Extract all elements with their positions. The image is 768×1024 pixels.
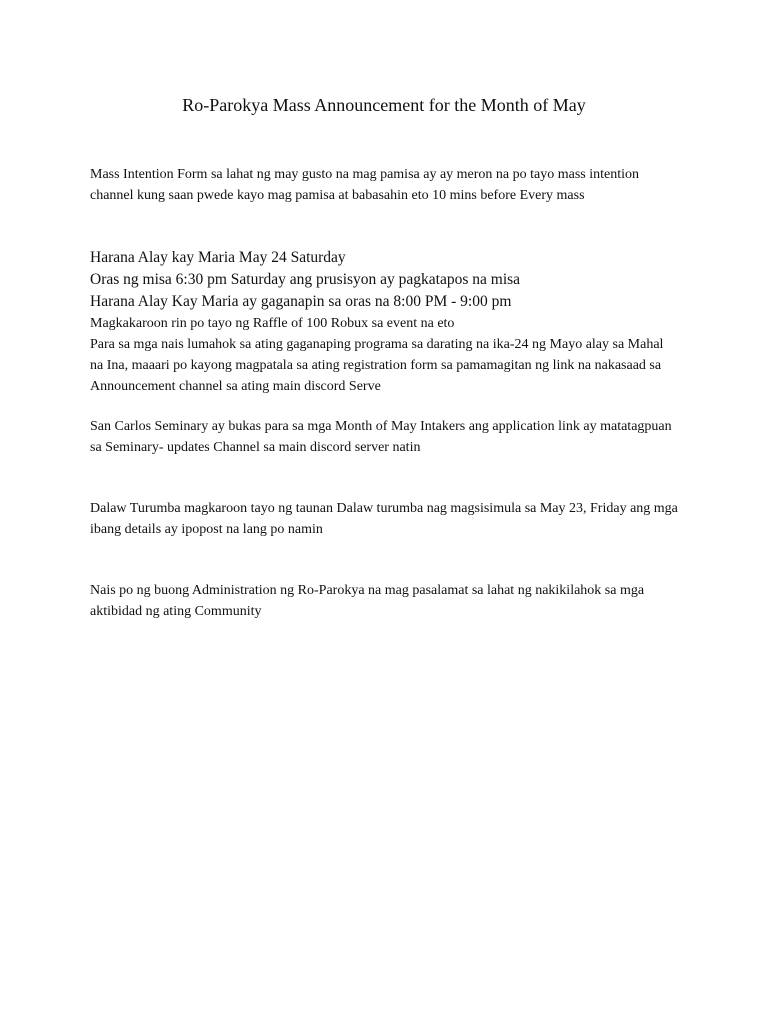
closing-paragraph: Nais po ng buong Administration ng Ro-Parokya na mag pasalamat sa lahat ng nakikilahok sa mga aktibidad ng ating Community	[90, 583, 645, 619]
dalaw-paragraph: Dalaw Turumba magkaroon tayo ng taunan Dalaw turumba nag magsisimula sa May 23, Friday ang mga ibang details ay ipopost na lang po namin	[90, 501, 678, 537]
harana-heading: Harana Alay kay Maria May 24 Saturday	[90, 249, 346, 266]
harana-mass-time: Oras ng misa 6:30 pm Saturday ang prusisyon ay pagkatapos na misa	[90, 271, 521, 288]
harana-raffle: Magkakaroon rin po tayo ng Raffle of 100 Robux sa event na eto	[90, 316, 455, 331]
seminary-paragraph: San Carlos Seminary ay bukas para sa mga Month of May Intakers ang application link ay matatagpuan sa Seminary- updates Channel sa main discord server natin	[90, 419, 672, 455]
harana-section	[90, 247, 680, 397]
harana-event-time: Harana Alay Kay Maria ay gaganapin sa oras na 8:00 PM - 9:00 pm	[90, 293, 512, 310]
document-title: Ro-Parokya Mass Announcement for the Month of May	[182, 95, 586, 115]
mass-intention-paragraph: Mass Intention Form sa lahat ng may gusto na mag pamisa ay ay meron na po tayo mass intention channel kung saan pwede kayo mag pamisa at babasahin eto 10 mins before Every mass	[90, 167, 640, 203]
harana-registration: Para sa mga nais lumahok sa ating gaganaping programa sa darating na ika-24 ng Mayo alay sa Mahal na Ina, maaari po kayong magpatala sa ating registration form sa pamamagitan ng link na nakasaad sa Announcement channel sa ating main discord Serve	[90, 337, 664, 394]
